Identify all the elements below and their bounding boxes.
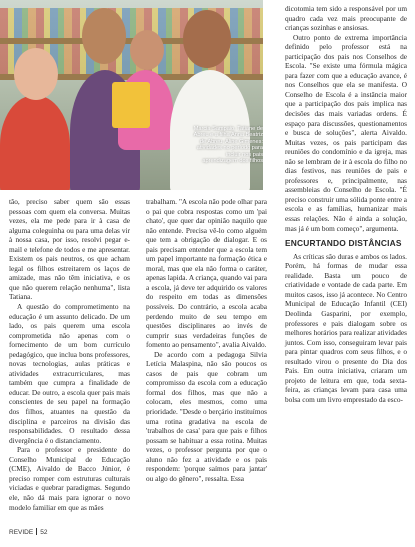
section-heading: ENCURTANDO DISTÂNCIAS xyxy=(285,238,402,249)
body-paragraph: A questão do comprometimento na educação é um assunto delicado. De um lado, os pais querem uma escola comprometida não apenas com o fornecimento de um bom currículo pedagógico, que inclua bons professores, novas tecnologias, aulas práticas e atividades extracurriculares, mas também que cumpra a finalidade de educar. De outro, a escola quer pais mais conscientes de seu papel na formação dos filhos, atuantes na questão da disciplina e parceiros na divisão das responsabilidades. O resultado dessa divergência é o distanciamento. xyxy=(9,302,130,445)
child-head xyxy=(130,30,164,70)
body-paragraph: Outro ponto de extrema importância definido pelo professor está na participação dos pais nos Conselhos de Escola. "Se existe uma fórmula mágica para fazer com que a educação avance, é nos Conselhos que ela se manifesta. O Conselho de Escola é a instância maior que a participação dos pais implica nas decisões das mais variadas ordens. É espaço para discussões, questionamentos e busca de soluções", alerta Aivaldo. Muitas vezes, os pais participam das reuniões do condomínio e da igreja, mas não se lembram de ir à escola do filho no dias festivos, nas reuniões de pais e professores e, principalmente, nas assembleias do Conselho de Escola. "É preciso construir uma sólida ponte entre a escola e as famílias, humanizar mais essas relações. Não é ainda a solução, mas já é um bom começo", argumenta. xyxy=(285,32,407,233)
body-paragraph: De acordo com a pedagoga Silvia Letícia Malaspina, não são poucos os casos de pais que cobram um compromisso da escola com a educação formal dos filhos, mas que não a colocam, eles mesmos, como uma prioridade. "Desde o berçário instituímos uma rotina gradativa na escola de 'trabalhos de casa' para que pais e filhos possam se habituar a essa rotina. Muitas vezes, o professor pergunta por que o aluno não fez a atividade e os pais respondem: 'porque saímos para jantar' ou algo do gênero", ressalta. Essa xyxy=(146,349,267,483)
text-column-3 xyxy=(285,4,407,404)
person-middle-head xyxy=(82,8,126,64)
page-number: 52 xyxy=(40,529,48,536)
article-photo xyxy=(0,0,263,190)
body-paragraph: dicotomia tem sido a responsável por um quadro cada vez mais preocupante de crianças sozinhas e ansiosas. xyxy=(285,4,407,33)
picture-book xyxy=(112,82,150,128)
body-paragraph: tão, preciso saber quem são essas pessoas com quem ela conversa. Muitas vezes, ela me pede para ir à casa de alguma coleguinha ou para uma delas vir à nossa casa, por isso, resolvi pegar e-mail e telefone de todos e me apresentar. Existem os pais neutros, os que acham legal os filhos estreitarem os laços de amizade, mas não têm iniciativa, e os que não querem relação nenhuma", lista Tatiana. xyxy=(9,197,130,302)
text-column-1 xyxy=(9,197,130,512)
footer-separator xyxy=(36,528,37,535)
body-paragraph: trabalham. "A escola não pode olhar para o pai que cobra respostas como um 'pai chato', que quer dar opinião naquilo que não entende. Precisa vê-lo como alguém que tem a obrigação de dialogar. E os pais precisam entender que a escola tem um papel importante na formação ética e moral, mas que ela não forma o caráter, apenas lapida. A criança, quando vai para a escola, já deve ter adquirido os valores do respeito em todas as dimensões possíveis. Do contrário, a escola acaba perdendo muito de seu tempo em questões disciplinares ao invés de cumprir suas verdadeiras funções de fomento ao pensamento", avalia Aivaldo. xyxy=(146,197,267,350)
person-left-body xyxy=(0,95,70,190)
page-footer xyxy=(9,528,47,536)
person-left-head xyxy=(14,48,58,100)
photo-caption: Marcia Sampaio, Tatiane de Abreu e a filha Anna Beatriz de Abreu, Aline Gimenes: atividades no período para incluir nos pais aprendizagem dos filhos xyxy=(193,126,263,165)
person-right-head xyxy=(183,10,231,68)
body-paragraph: Para o professor e presidente do Conselho Municipal de Educação (CME), Aivaldo de Bacco Júnior, é preciso romper com estruturas culturais viciadas e quebrar paradigmas. Segundo ele, não dá mais para ignorar o novo modelo familiar em que as mães xyxy=(9,445,130,512)
magazine-name: REVIDE xyxy=(9,529,34,536)
body-paragraph: As críticas são duras e ambos os lados. Porém, há formas de mudar essa realidade. Basta um pouco de criatividade e vontade de cada parte. Em muitos casos, isso já acontece. No Centro Municipal de Educação Infantil (CEI) Deolinda Gasparini, por exemplo, professores e pais dialogam sobre os melhores horários para realizar atividades juntos. Com isso, conseguiram levar pais para pintar quadros com seus filhos, e o resultado virou o presente do Dia dos Pais. Em outra iniciativa, criaram um projeto de leitura em que, toda sexta-feira, as crianças levam para casa uma bolsa com um livro emprestado da esco- xyxy=(285,251,407,404)
text-column-2 xyxy=(146,197,267,483)
